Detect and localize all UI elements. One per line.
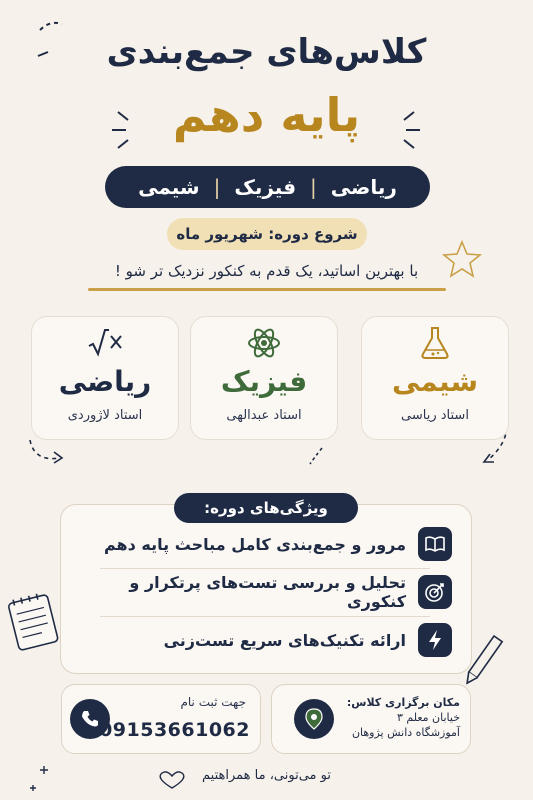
- tagline-underline: [88, 288, 446, 291]
- target-icon: [418, 575, 452, 609]
- subject-separator: |: [213, 175, 221, 199]
- subjects-bar: [105, 166, 430, 208]
- feature-text: ارائه تکنیک‌های سریع تست‌زنی: [163, 630, 406, 650]
- address-box: [271, 684, 471, 754]
- features-heading: ویژگی‌های دوره:: [174, 493, 358, 523]
- phone-number[interactable]: 09153661062: [99, 719, 250, 741]
- atom-icon: [191, 325, 337, 361]
- book-icon: [418, 527, 452, 561]
- flask-icon: [362, 325, 508, 361]
- address-label: مکان برگزاری کلاس:: [346, 696, 460, 709]
- start-date-badge: شروع دوره: شهریور ماه: [167, 218, 367, 250]
- feature-text: تحلیل و بررسی تست‌های پرتکرار و کنکوری: [129, 573, 406, 611]
- subject-label-chemistry: شیمی: [138, 175, 200, 199]
- subject-label-math: ریاضی: [330, 175, 397, 199]
- card-subject-name: فیزیک: [220, 365, 308, 398]
- feature-item: [80, 620, 452, 660]
- phone-label: جهت ثبت نام: [180, 695, 246, 709]
- feature-item: [80, 524, 452, 564]
- card-teacher-name: استاد عبدالهی: [226, 408, 302, 423]
- title-line-1: کلاس‌های جمع‌بندی: [106, 32, 427, 72]
- feature-item: [80, 572, 452, 612]
- feature-text: مرور و جمع‌بندی کامل مباحث پایه دهم: [103, 534, 406, 554]
- address-institute: آموزشگاه دانش پژوهان: [351, 726, 460, 739]
- card-teacher-name: استاد ریاسی: [401, 408, 469, 423]
- phone-box: [61, 684, 261, 754]
- subject-label-physics: فیزیک: [234, 175, 297, 199]
- tagline: با بهترین اساتید، یک قدم به کنکور نزدیک تر شو !: [114, 262, 419, 280]
- location-pin-icon: [294, 699, 334, 739]
- address-street: خیابان معلم ۳: [396, 711, 460, 724]
- card-math: [31, 316, 179, 440]
- sqrt-x-icon: [32, 325, 178, 361]
- feature-divider: [100, 616, 430, 617]
- card-subject-name: شیمی: [391, 365, 479, 398]
- card-physics: [190, 316, 338, 440]
- address-text: [340, 695, 460, 740]
- card-teacher-name: استاد لاژوردی: [67, 408, 143, 423]
- subject-separator: |: [310, 175, 317, 199]
- card-subject-name: ریاضی: [58, 365, 152, 398]
- footer-slogan: تو می‌تونی، ما همراهتیم: [202, 768, 331, 783]
- card-chemistry: [361, 316, 509, 440]
- feature-divider: [100, 568, 430, 569]
- title-line-2: پایه دهم: [172, 88, 361, 142]
- lightning-icon: [418, 623, 452, 657]
